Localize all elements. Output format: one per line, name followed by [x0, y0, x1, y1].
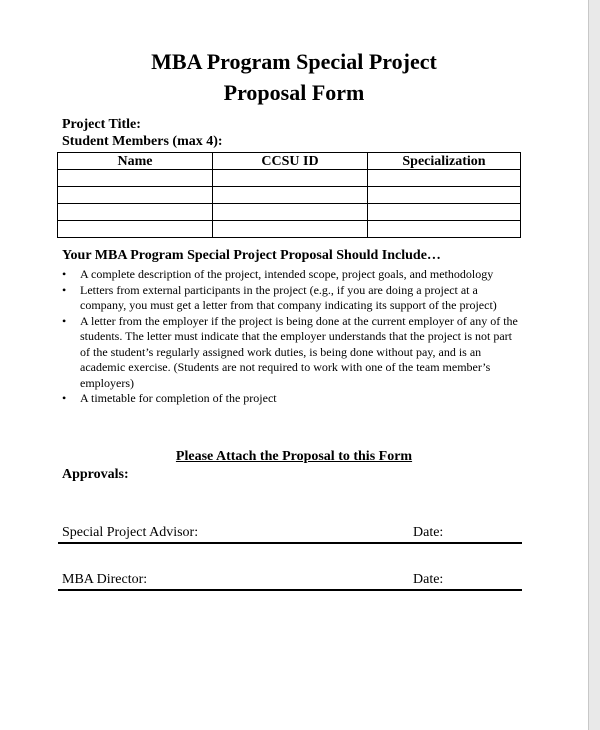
- table-cell[interactable]: [368, 221, 521, 238]
- list-item: [62, 283, 522, 314]
- table-cell[interactable]: [213, 221, 368, 238]
- table-cell[interactable]: [58, 221, 213, 238]
- director-label: MBA Director:: [62, 572, 148, 587]
- table-cell[interactable]: [368, 187, 521, 204]
- column-header-specialization: Specialization: [368, 153, 521, 170]
- table-row: [58, 204, 521, 221]
- project-title-label: Project Title:: [62, 117, 141, 132]
- table-cell[interactable]: [213, 187, 368, 204]
- bullet-icon: •: [62, 313, 67, 328]
- list-item: [62, 391, 522, 407]
- table-cell[interactable]: [213, 204, 368, 221]
- attach-proposal-note: Please Attach the Proposal to this Form: [175, 449, 413, 464]
- list-item-text: A complete description of the project, intended scope, project goals, and methodology: [80, 267, 494, 281]
- list-item-text: A letter from the employer if the project is being done at the current employer of any of the students. The letter must indicate that the employer understands that the project is not part of the student’s regularly assigned work duties, is being done without pay, and is an academic exercise. (Students are not required to work with one of the team member’s employers): [80, 313, 518, 390]
- table-cell[interactable]: [368, 204, 521, 221]
- table-row: [58, 221, 521, 238]
- list-item: [62, 314, 522, 392]
- table-cell[interactable]: [58, 170, 213, 187]
- approvals-label: Approvals:: [62, 467, 129, 482]
- advisor-label: Special Project Advisor:: [62, 525, 199, 540]
- bullet-icon: •: [62, 282, 67, 297]
- student-members-table: [57, 152, 521, 238]
- table-cell[interactable]: [368, 170, 521, 187]
- bullet-icon: •: [62, 391, 67, 405]
- title-line-1: MBA Program Special Project: [151, 49, 437, 74]
- list-item-text: Letters from external participants in the project (e.g., if you are doing a project at a company, you must get a letter from that company indicating its support of the project): [80, 282, 497, 312]
- table-header-row: [58, 153, 521, 170]
- advisor-signature-line[interactable]: [58, 542, 522, 544]
- table-cell[interactable]: [58, 187, 213, 204]
- list-item-text: A timetable for completion of the project: [80, 391, 277, 405]
- director-date-label: Date:: [413, 572, 444, 587]
- student-members-label: Student Members (max 4):: [62, 134, 223, 149]
- bullet-icon: •: [62, 267, 67, 281]
- table-cell[interactable]: [213, 170, 368, 187]
- advisor-date-label: Date:: [413, 525, 444, 540]
- table-row: [58, 187, 521, 204]
- table-cell[interactable]: [58, 204, 213, 221]
- director-signature-line[interactable]: [58, 589, 522, 591]
- table-row: [58, 170, 521, 187]
- title-line-2: Proposal Form: [223, 80, 365, 105]
- list-item: [62, 267, 522, 283]
- column-header-name: Name: [58, 153, 213, 170]
- document-title: [0, 46, 588, 108]
- column-header-ccsu-id: CCSU ID: [213, 153, 368, 170]
- requirements-list: [62, 267, 522, 407]
- include-heading: Your MBA Program Special Project Proposal Should Include…: [62, 248, 441, 263]
